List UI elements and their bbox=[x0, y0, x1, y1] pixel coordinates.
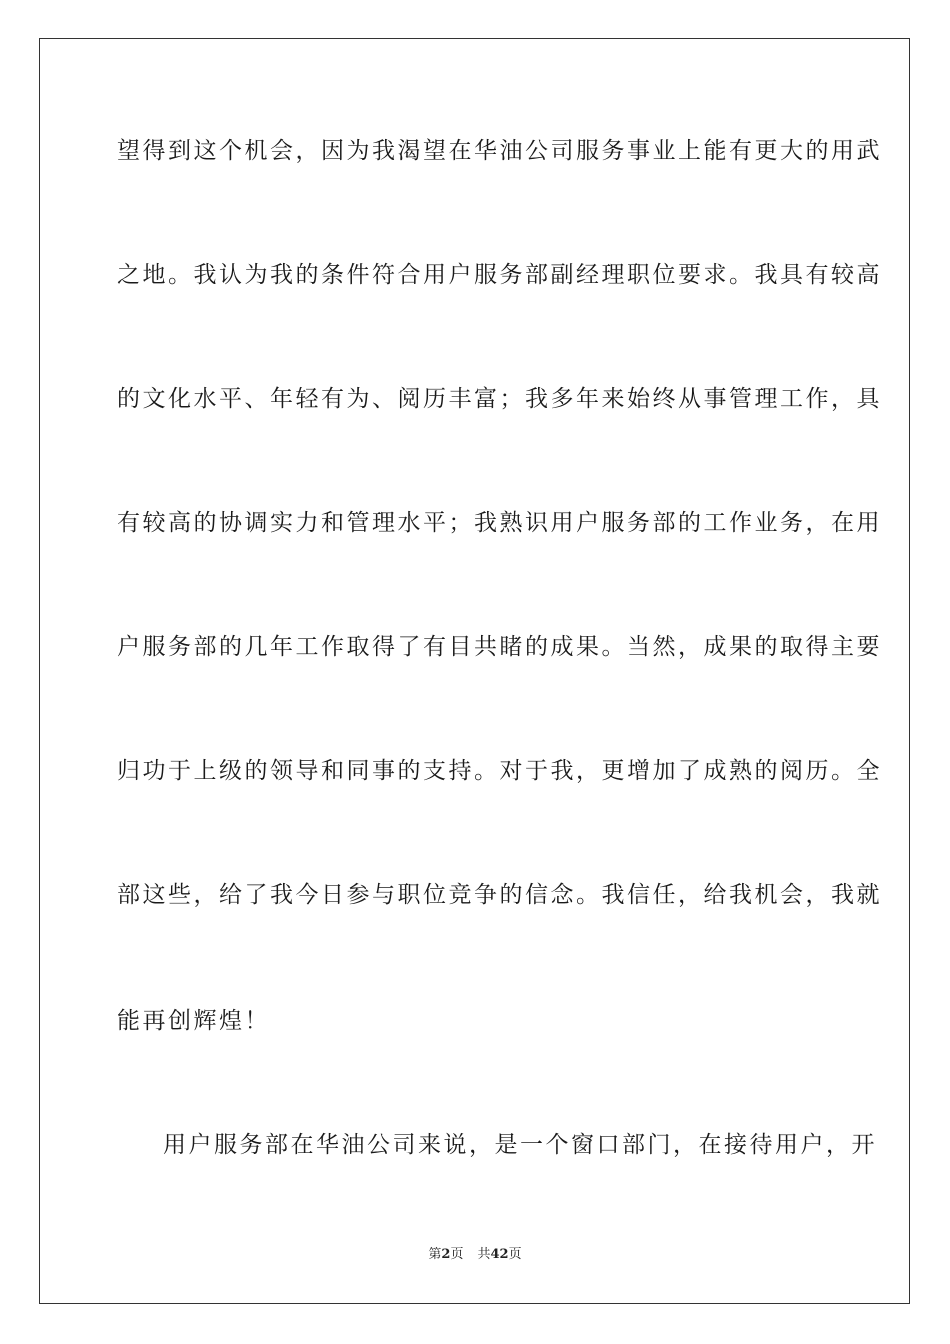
body-text-line: 能再创辉煌！ bbox=[117, 1008, 270, 1034]
body-text-line: 归功于上级的领导和同事的支持。对于我，更增加了成熟的阅历。全 bbox=[117, 758, 882, 784]
total-pages: 42 bbox=[490, 1247, 509, 1262]
total-suffix: 页 bbox=[508, 1247, 522, 1262]
page-footer bbox=[0, 1246, 950, 1264]
paragraph-first-line: 用户服务部在华油公司来说，是一个窗口部门，在接待用户，开 bbox=[163, 1132, 877, 1158]
body-text-line: 之地。我认为我的条件符合用户服务部副经理职位要求。我具有较高 bbox=[117, 262, 882, 288]
body-text-line: 有较高的协调实力和管理水平；我熟识用户服务部的工作业务，在用 bbox=[117, 510, 882, 536]
total-prefix: 共 bbox=[477, 1247, 491, 1262]
page-border bbox=[39, 38, 910, 1304]
body-text-line: 户服务部的几年工作取得了有目共睹的成果。当然，成果的取得主要 bbox=[117, 634, 882, 660]
page-suffix: 页 bbox=[450, 1247, 464, 1262]
body-text-line: 望得到这个机会，因为我渴望在华油公司服务事业上能有更大的用武 bbox=[117, 138, 882, 164]
page-prefix: 第 bbox=[428, 1247, 442, 1262]
body-text-line: 部这些，给了我今日参与职位竞争的信念。我信任，给我机会，我就 bbox=[117, 882, 882, 908]
page-number: 2 bbox=[441, 1247, 451, 1262]
body-text-line: 的文化水平、年轻有为、阅历丰富；我多年来始终从事管理工作，具 bbox=[117, 386, 882, 412]
